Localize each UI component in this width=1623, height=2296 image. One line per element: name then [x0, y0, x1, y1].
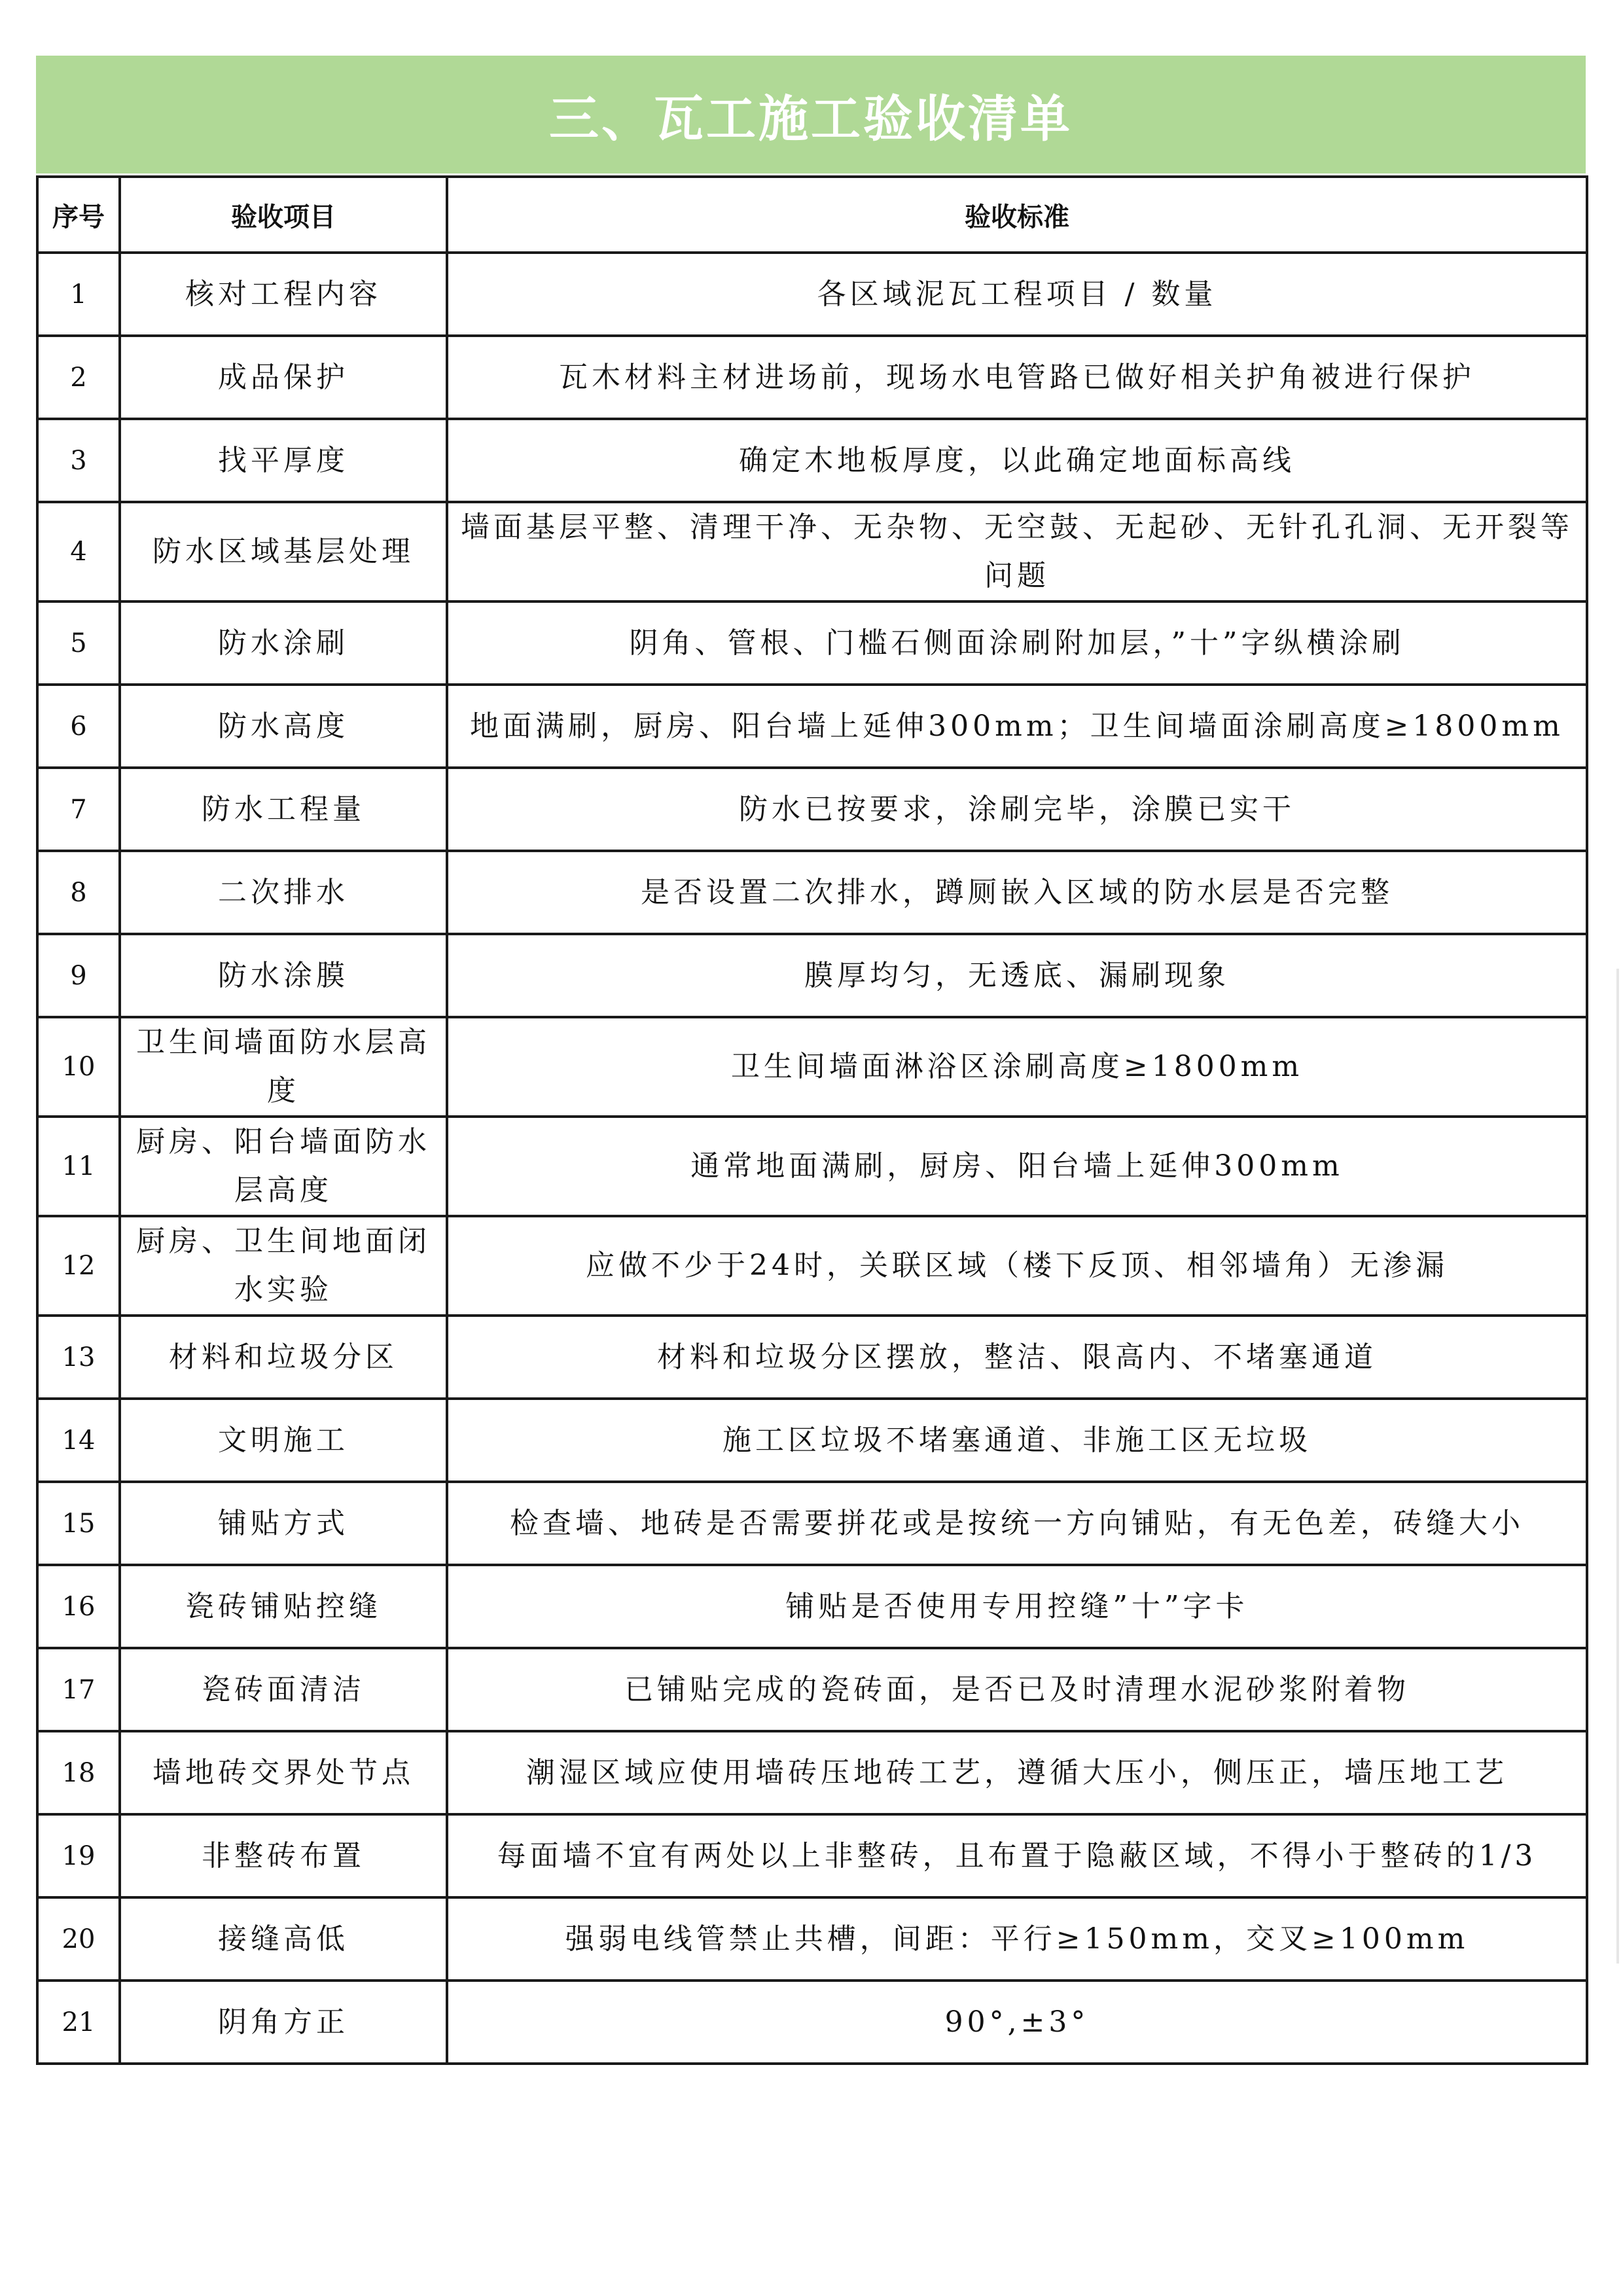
table-row [37, 1316, 1587, 1399]
row-item: 非整砖布置 [120, 1814, 447, 1897]
row-no: 19 [37, 1814, 120, 1897]
row-no: 10 [37, 1017, 120, 1117]
row-no: 15 [37, 1482, 120, 1565]
table-row [37, 419, 1587, 502]
table-row [37, 1731, 1587, 1814]
row-standard: 90°,±3° [447, 1981, 1587, 2064]
row-standard: 应做不少于24时，关联区域（楼下反顶、相邻墙角）无渗漏 [447, 1216, 1587, 1316]
row-no: 12 [37, 1216, 120, 1316]
row-standard: 是否设置二次排水，蹲厕嵌入区域的防水层是否完整 [447, 851, 1587, 934]
row-no: 11 [37, 1117, 120, 1216]
table-row [37, 1897, 1587, 1981]
table-row [37, 851, 1587, 934]
row-standard: 检查墙、地砖是否需要拼花或是按统一方向铺贴，有无色差，砖缝大小 [447, 1482, 1587, 1565]
row-standard: 膜厚均匀，无透底、漏刷现象 [447, 934, 1587, 1017]
table-row [37, 685, 1587, 768]
row-standard: 各区域泥瓦工程项目 / 数量 [447, 253, 1587, 336]
table-row [37, 1482, 1587, 1565]
table-row [37, 1814, 1587, 1897]
row-item: 墙地砖交界处节点 [120, 1731, 447, 1814]
row-no: 17 [37, 1648, 120, 1731]
row-standard: 瓦木材料主材进场前，现场水电管路已做好相关护角被进行保护 [447, 336, 1587, 419]
table-row [37, 1399, 1587, 1482]
row-standard: 卫生间墙面淋浴区涂刷高度≥1800mm [447, 1017, 1587, 1117]
row-item: 厨房、阳台墙面防水层高度 [120, 1117, 447, 1216]
row-item: 找平厚度 [120, 419, 447, 502]
row-standard: 防水已按要求，涂刷完毕，涂膜已实干 [447, 768, 1587, 851]
row-item: 阴角方正 [120, 1981, 447, 2064]
row-item: 防水工程量 [120, 768, 447, 851]
row-standard: 墙面基层平整、清理干净、无杂物、无空鼓、无起砂、无针孔孔洞、无开裂等问题 [447, 502, 1587, 601]
header-no: 序号 [37, 177, 120, 253]
table-header-row [37, 177, 1587, 253]
table-row [37, 601, 1587, 685]
row-no: 21 [37, 1981, 120, 2064]
row-standard: 已铺贴完成的瓷砖面，是否已及时清理水泥砂浆附着物 [447, 1648, 1587, 1731]
row-no: 18 [37, 1731, 120, 1814]
row-no: 9 [37, 934, 120, 1017]
row-no: 1 [37, 253, 120, 336]
row-item: 二次排水 [120, 851, 447, 934]
row-no: 4 [37, 502, 120, 601]
row-item: 卫生间墙面防水层高度 [120, 1017, 447, 1117]
row-item: 铺贴方式 [120, 1482, 447, 1565]
row-standard: 潮湿区域应使用墙砖压地砖工艺，遵循大压小，侧压正，墙压地工艺 [447, 1731, 1587, 1814]
row-no: 2 [37, 336, 120, 419]
row-standard: 施工区垃圾不堵塞通道、非施工区无垃圾 [447, 1399, 1587, 1482]
row-no: 16 [37, 1565, 120, 1648]
row-item: 防水区域基层处理 [120, 502, 447, 601]
table-row [37, 1981, 1587, 2064]
header-item: 验收项目 [120, 177, 447, 253]
row-item: 防水涂刷 [120, 601, 447, 685]
row-standard: 材料和垃圾分区摆放，整洁、限高内、不堵塞通道 [447, 1316, 1587, 1399]
header-standard: 验收标准 [447, 177, 1587, 253]
row-item: 核对工程内容 [120, 253, 447, 336]
row-standard: 铺贴是否使用专用控缝”十”字卡 [447, 1565, 1587, 1648]
table-row [37, 1216, 1587, 1316]
row-standard: 阴角、管根、门槛石侧面涂刷附加层，”十”字纵横涂刷 [447, 601, 1587, 685]
row-standard: 每面墙不宜有两处以上非整砖，且布置于隐蔽区域，不得小于整砖的1/3 [447, 1814, 1587, 1897]
row-no: 20 [37, 1897, 120, 1981]
table-row [37, 934, 1587, 1017]
table-row [37, 768, 1587, 851]
row-item: 厨房、卫生间地面闭水实验 [120, 1216, 447, 1316]
table-row [37, 1565, 1587, 1648]
row-no: 14 [37, 1399, 120, 1482]
edge-shadow [1616, 969, 1619, 1964]
row-standard: 强弱电线管禁止共槽，间距：平行≥150mm，交叉≥100mm [447, 1897, 1587, 1981]
acceptance-table [36, 175, 1588, 2065]
table-row [37, 253, 1587, 336]
table-row [37, 1648, 1587, 1731]
row-item: 材料和垃圾分区 [120, 1316, 447, 1399]
row-item: 瓷砖面清洁 [120, 1648, 447, 1731]
row-item: 文明施工 [120, 1399, 447, 1482]
row-standard: 确定木地板厚度，以此确定地面标高线 [447, 419, 1587, 502]
page-title: 三、瓦工施工验收清单 [549, 89, 1073, 148]
row-item: 成品保护 [120, 336, 447, 419]
row-item: 瓷砖铺贴控缝 [120, 1565, 447, 1648]
table-row [37, 502, 1587, 601]
table-row [37, 1117, 1587, 1216]
row-standard: 地面满刷，厨房、阳台墙上延伸300mm；卫生间墙面涂刷高度≥1800mm [447, 685, 1587, 768]
row-no: 8 [37, 851, 120, 934]
row-no: 13 [37, 1316, 120, 1399]
title-banner [36, 56, 1586, 173]
row-item: 接缝高低 [120, 1897, 447, 1981]
row-no: 7 [37, 768, 120, 851]
table-row [37, 1017, 1587, 1117]
row-no: 5 [37, 601, 120, 685]
row-item: 防水高度 [120, 685, 447, 768]
table-row [37, 336, 1587, 419]
row-no: 6 [37, 685, 120, 768]
row-no: 3 [37, 419, 120, 502]
row-item: 防水涂膜 [120, 934, 447, 1017]
row-standard: 通常地面满刷，厨房、阳台墙上延伸300mm [447, 1117, 1587, 1216]
